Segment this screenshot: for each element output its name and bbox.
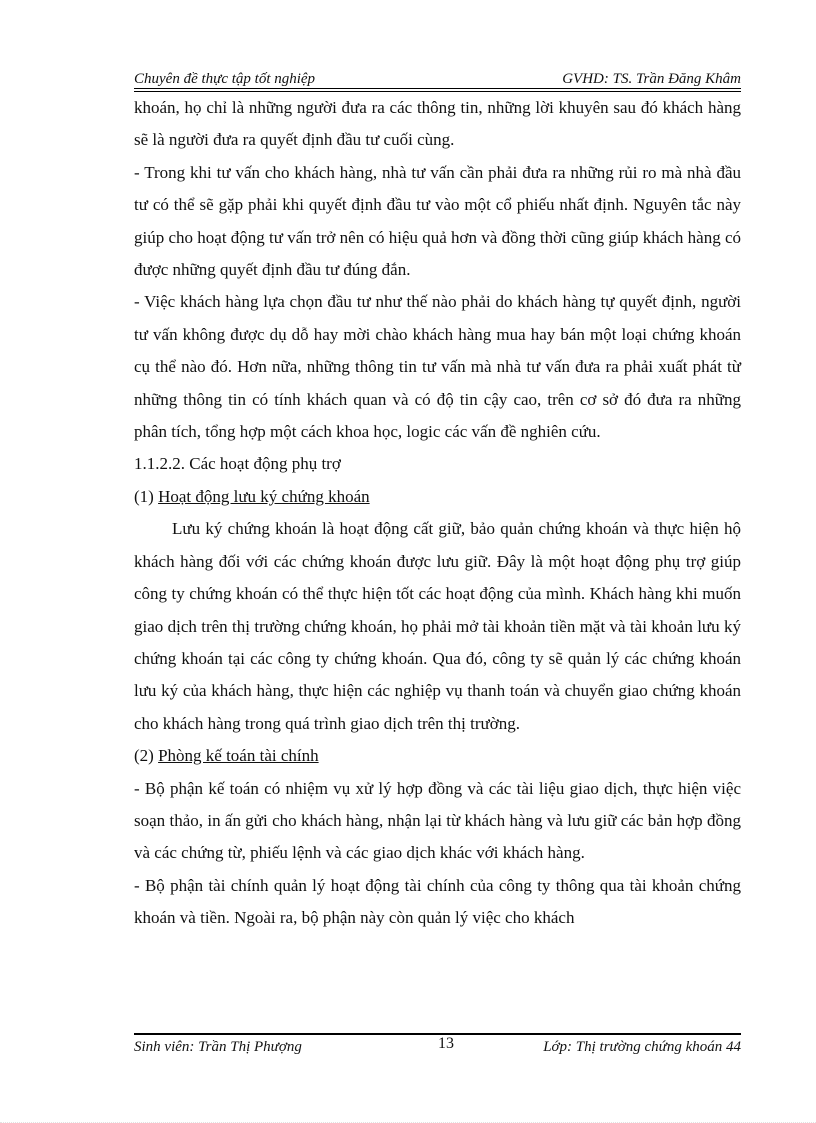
subheading-1-title: Hoạt động lưu ký chứng khoán — [158, 486, 370, 506]
page-number: 13 — [438, 1035, 454, 1052]
page-body — [134, 92, 741, 935]
paragraph-3: - Việc khách hàng lựa chọn đầu tư như thế nào phải do khách hàng tự quyết định, người tư vấn không được dụ dỗ hay mời chào khách hàng mua hay bán một loại chứng khoán cụ thể nào đó. Hơn nữa, những thông tin tư vấn mà nhà tư vấn đưa ra phải xuất phát từ những thông tin có tính khách quan và có độ tin cậy cao, trên cơ sở đó đưa ra những phân tích, tổng hợp một cách khoa học, logic các vấn đề nghiên cứu. — [134, 292, 741, 442]
header-right: GVHD: TS. Trần Đăng Khâm — [562, 71, 741, 87]
paragraph-1: khoán, họ chỉ là những người đưa ra các thông tin, những lời khuyên sau đó khách hàng sẽ là người đưa ra quyết định đầu tư cuối cùng. — [134, 98, 741, 150]
subheading-2-number: (2) — [134, 746, 159, 766]
subheading-1-number: (1) — [134, 486, 159, 506]
paragraph-4: Lưu ký chứng khoán là hoạt động cất giữ, bảo quản chứng khoán và thực hiện hộ khách hàng đối với các chứng khoán được lưu giữ. Đây là một hoạt động phụ trợ giúp công ty chứng khoán có thể thực hiện tốt các hoạt động của mình. Khách hàng khi muốn giao dịch trên thị trường chứng khoán, họ phải mở tài khoản tiền mặt và tài khoản lưu ký chứng khoán tại các công ty chứng khoán. Qua đó, công ty sẽ quản lý các chứng khoán lưu ký của khách hàng, thực hiện các nghiệp vụ thanh toán và chuyển giao chứng khoán cho khách hàng trong quá trình giao dịch trên thị trường. — [134, 519, 741, 733]
footer-class: Lớp: Thị trường chứng khoán 44 — [543, 1039, 741, 1055]
paragraph-5: - Bộ phận kế toán có nhiệm vụ xử lý hợp đồng và các tài liệu giao dịch, thực hiện việc soạn thảo, in ấn gửi cho khách hàng, nhận lại từ khách hàng và lưu giữ các bản hợp đồng và các chứng từ, phiếu lệnh và các giao dịch khác với khách hàng. — [134, 778, 741, 863]
subheading-1 — [134, 481, 741, 513]
header-left: Chuyên đề thực tập tốt nghiệp — [134, 71, 316, 87]
footer-student: Sinh viên: Trần Thị Phượng — [134, 1039, 302, 1055]
page-header — [134, 66, 741, 88]
paragraph-2: - Trong khi tư vấn cho khách hàng, nhà tư vấn cần phải đưa ra những rủi ro mà nhà đầu tư có thể sẽ gặp phải khi quyết định đầu tư vào một cổ phiếu nhất định. Nguyên tắc này giúp cho hoạt động tư vấn trở nên có hiệu quả hơn và đồng thời cũng giúp khách hàng có được những quyết định đầu tư đúng đắn. — [134, 162, 741, 280]
page-footer — [134, 1035, 741, 1061]
paragraph-6: - Bộ phận tài chính quản lý hoạt động tài chính của công ty thông qua tài khoản chứng khoán và tiền. Ngoài ra, bộ phận này còn quản lý việc cho khách — [134, 875, 741, 928]
subheading-2-title: Phòng kế toán tài chính — [158, 746, 319, 766]
subheading-2 — [134, 740, 741, 772]
section-heading: 1.1.2.2. Các hoạt động phụ trợ — [134, 454, 341, 474]
